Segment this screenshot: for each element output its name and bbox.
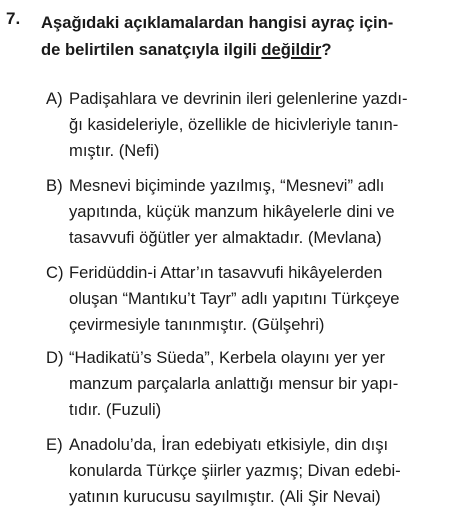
option-d-line-1: “Hadikatü’s Süeda”, Kerbela olayını yer yer bbox=[69, 348, 386, 367]
option-b[interactable] bbox=[46, 173, 446, 251]
question-number: 7. bbox=[6, 9, 21, 28]
option-c-letter: C) bbox=[46, 263, 64, 282]
option-a[interactable] bbox=[46, 86, 446, 164]
option-d-line-3: tıdır. (Fuzuli) bbox=[69, 400, 162, 419]
option-b-line-2: yapıtında, küçük manzum hikâyelerle dini ve bbox=[69, 202, 395, 221]
option-a-line-1: Padişahlara ve devrinin ileri gelenlerine yazdı- bbox=[69, 89, 408, 108]
option-c-line-1: Feridüddin-i Attar’ın tasavvufi hikâyelerden bbox=[69, 263, 383, 282]
option-a-line-3: mıştır. (Nefi) bbox=[69, 141, 160, 160]
option-b-line-3: tasavvufi öğütler yer almaktadır. (Mevlana) bbox=[69, 228, 382, 247]
option-e-line-2: konularda Türkçe şiirler yazmış; Divan edebi- bbox=[69, 461, 401, 480]
option-e[interactable] bbox=[46, 432, 446, 510]
question-stem-line-1: Aşağıdaki açıklamalardan hangisi ayraç için- bbox=[41, 13, 394, 32]
question-emphasis: değildir bbox=[261, 40, 322, 59]
option-a-letter: A) bbox=[46, 89, 63, 108]
option-e-line-3: yatının kurucusu sayılmıştır. (Ali Şir Nevai) bbox=[69, 487, 381, 506]
option-d-line-2: manzum parçalarla anlattığı mensur bir yapı- bbox=[69, 374, 399, 393]
question-stem-line-2-text: de belirtilen sanatçıyla ilgili bbox=[41, 40, 262, 59]
option-c[interactable] bbox=[46, 260, 446, 338]
question-mark: ? bbox=[321, 40, 332, 59]
question-stem bbox=[41, 9, 445, 63]
question-stem-line-2 bbox=[41, 36, 445, 63]
option-b-line-1: Mesnevi biçiminde yazılmış, “Mesnevi” adlı bbox=[69, 176, 385, 195]
option-c-line-2: oluşan “Mantıku’t Tayr” adlı yapıtını Türkçeye bbox=[69, 289, 400, 308]
option-a-line-2: ğı kasideleriyle, özellikle de hicivleriyle tanın- bbox=[69, 115, 399, 134]
option-d[interactable] bbox=[46, 345, 446, 423]
option-e-letter: E) bbox=[46, 435, 63, 454]
option-c-line-3: çevirmesiyle tanınmıştır. (Gülşehri) bbox=[69, 315, 325, 334]
option-e-line-1: Anadolu’da, İran edebiyatı etkisiyle, din dışı bbox=[69, 435, 389, 454]
option-d-letter: D) bbox=[46, 348, 64, 367]
option-b-letter: B) bbox=[46, 176, 63, 195]
